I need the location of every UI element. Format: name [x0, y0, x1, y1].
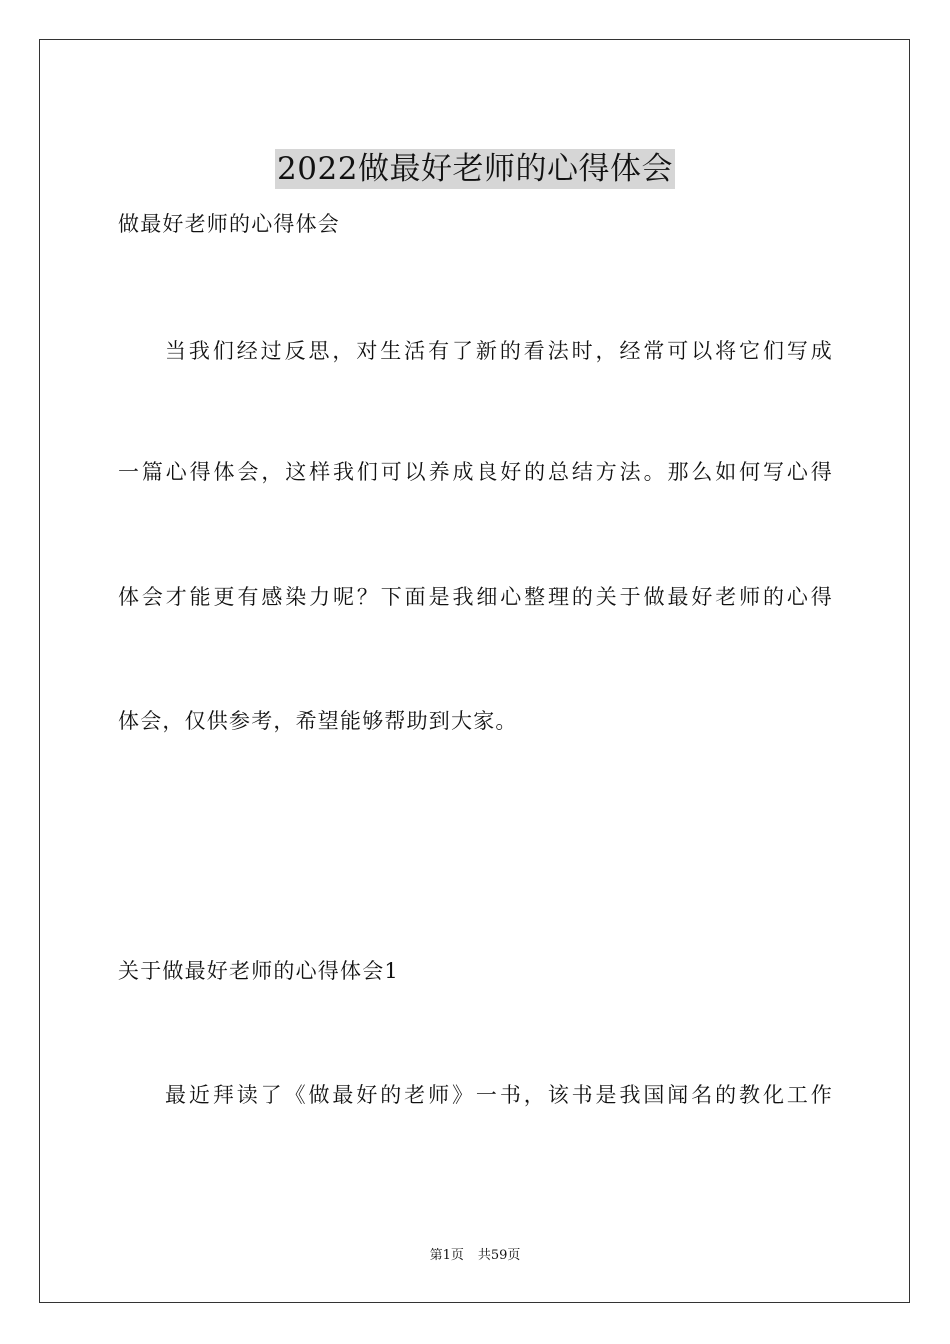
document-subtitle: 做最好老师的心得体会: [118, 212, 340, 236]
intro-line-2: 一篇心得体会，这样我们可以养成良好的总结方法。那么如何写心得: [118, 460, 833, 484]
intro-line-4: 体会，仅供参考，希望能够帮助到大家。: [118, 709, 518, 733]
title-container: [0, 128, 950, 210]
page-number: 第1页: [429, 1248, 464, 1263]
page-footer: [0, 1246, 950, 1266]
intro-line-3: 体会才能更有感染力呢？下面是我细心整理的关于做最好老师的心得: [118, 585, 833, 609]
intro-line-1: 当我们经过反思，对生活有了新的看法时，经常可以将它们写成: [165, 339, 833, 363]
document-title: 2022做最好老师的心得体会: [277, 150, 673, 187]
page-total: 共59页: [477, 1248, 521, 1263]
section-heading: 关于做最好老师的心得体会1: [118, 959, 399, 983]
section-line-1: 最近拜读了《做最好的老师》一书，该书是我国闻名的教化工作: [165, 1083, 833, 1107]
